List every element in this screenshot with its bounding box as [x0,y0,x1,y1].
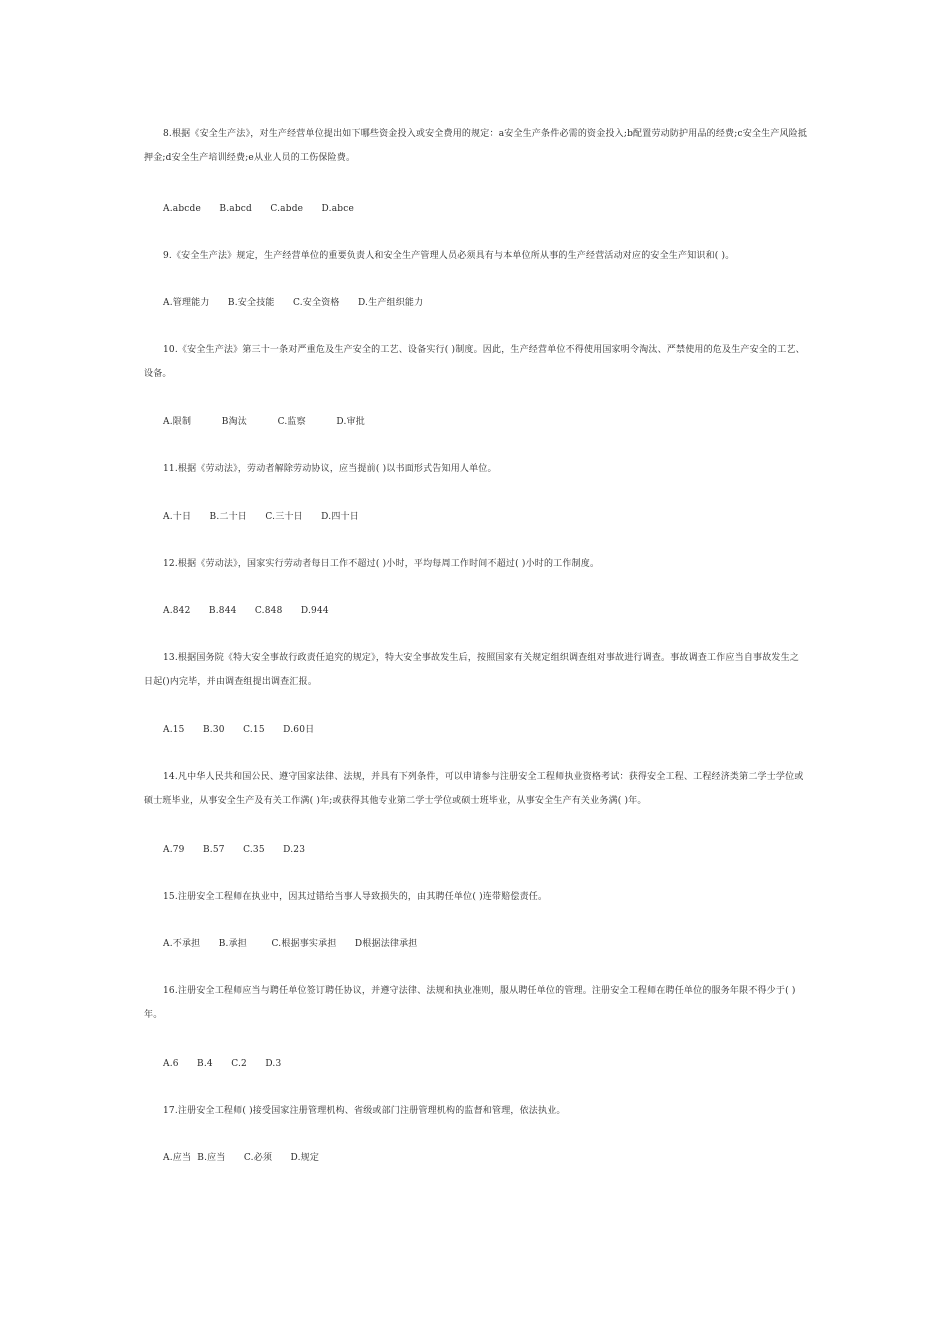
question-12-options: A.842 B.844 C.848 D.944 [163,606,329,616]
question-13-stem: 13.根据国务院《特大安全事故行政责任追究的规定》，特大安全事故发生后，按照国家有关规定组织调查组对事故进行调查。事故调查工作应当自事故发生之日起()内完毕，并由调查组提出调查汇报。 [144,653,800,687]
question-15-stem: 15.注册安全工程师在执业中，因其过错给当事人导致损失的，由其聘任单位( )连带赔偿责任。 [163,892,548,902]
question-9-stem: 9.《安全生产法》规定，生产经营单位的重要负责人和安全生产管理人员必须具有与本单位所从事的生产经营活动对应的安全生产知识和( )。 [163,251,735,261]
question-10-stem: 10.《安全生产法》第三十一条对严重危及生产安全的工艺、设备实行( )制度。因此，生产经营单位不得使用国家明令淘汰、严禁使用的危及生产安全的工艺、设备。 [144,345,805,379]
question-16-stem: 16.注册安全工程师应当与聘任单位签订聘任协议，并遵守法律、法规和执业准则，服从聘任单位的管理。注册安全工程师在聘任单位的服务年限不得少于( )年。 [144,986,796,1020]
question-14-stem: 14.凡中华人民共和国公民、遵守国家法律、法规，并具有下列条件，可以申请参与注册安全工程师执业资格考试：获得安全工程、工程经济类第二学士学位或硕士班毕业，从事安全生产及有关工作满( )年;或获得其他专业第二学士学位或硕士班毕业，从事安全生产有关业务满( )年。 [144,772,804,806]
question-10-options: A.限制 B淘汰 C.监察 D.审批 [163,417,365,427]
question-13-options: A.15 B.30 C.15 D.60日 [163,725,315,735]
question-15-options: A.不承担 B.承担 C.根据事实承担 D根据法律承担 [163,939,418,949]
question-17-stem: 17.注册安全工程师( )接受国家注册管理机构、省级或部门注册管理机构的监督和管理，依法执业。 [163,1106,566,1116]
question-16-options: A.6 B.4 C.2 D.3 [163,1059,282,1069]
question-12-stem: 12.根据《劳动法》，国家实行劳动者每日工作不超过( )小时，平均每周工作时间不超过( )小时的工作制度。 [163,559,600,569]
question-8-stem: 8.根据《安全生产法》，对生产经营单位提出如下哪些资金投入或安全费用的规定：a安全生产条件必需的资金投入;b配置劳动防护用品的经费;c安全生产风险抵押金;d安全生产培训经费;e从业人员的工伤保险费。 [144,129,808,163]
question-11-options: A.十日 B.二十日 C.三十日 D.四十日 [163,512,359,522]
question-17-options: A.应当 B.应当 C.必须 D.规定 [163,1153,320,1163]
question-8-options: A.abcde B.abcd C.abde D.abce [163,204,355,214]
question-9-options: A.管理能力 B.安全技能 C.安全资格 D.生产组织能力 [163,298,424,308]
question-14-options: A.79 B.57 C.35 D.23 [163,845,306,855]
question-11-stem: 11.根据《劳动法》，劳动者解除劳动协议，应当提前( )以书面形式告知用人单位。 [163,464,497,474]
